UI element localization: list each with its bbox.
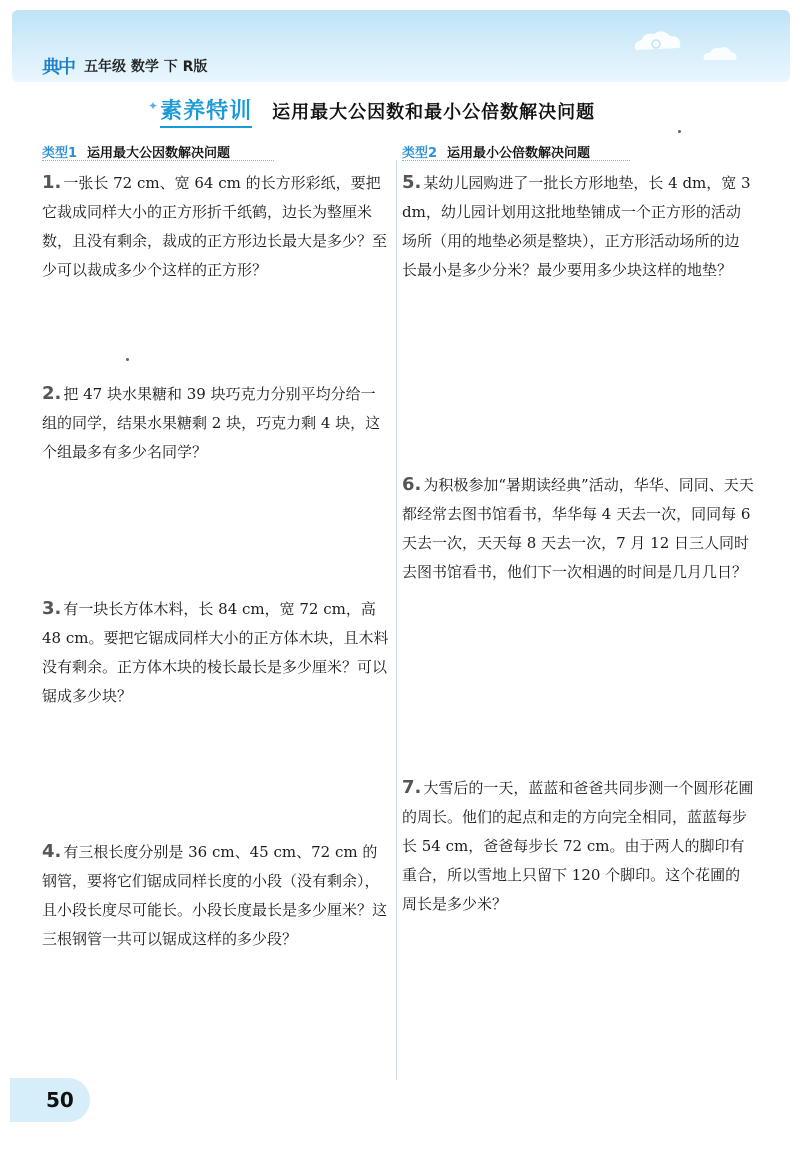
section-label-type2: [402, 142, 590, 161]
question-number: 1.: [42, 172, 62, 193]
title-main: 素养特训: [160, 94, 252, 128]
question-5: [402, 168, 754, 285]
sparkle-icon: ✦: [148, 99, 159, 113]
brand-logo: 典中: [42, 57, 74, 78]
question-number: 5.: [402, 172, 422, 193]
page-title: [148, 94, 595, 128]
question-text: 为积极参加“暑期读经典”活动，华华、同同、天天都经常去图书馆看书，华华每 4 天去一次，同同每 6 天去一次，天天每 8 天去一次，7 月 12 日三人同时去图书馆看书，他们下一次相遇的时间是几月几日？: [402, 476, 754, 581]
brand: [42, 56, 207, 76]
page-number: 50: [46, 1088, 74, 1112]
section-tag: 类型2: [402, 146, 438, 161]
question-1: [42, 168, 390, 285]
question-number: 6.: [402, 474, 422, 495]
column-divider: [396, 160, 397, 1080]
section-underline: [402, 160, 630, 162]
question-4: [42, 837, 390, 954]
question-text: 有一块长方体木料，长 84 cm，宽 72 cm，高 48 cm。要把它锯成同样大小的正方体木块，且木料没有剩余。正方体木块的棱长最长是多少厘米？可以锯成多少块？: [42, 600, 389, 705]
question-text: 有三根长度分别是 36 cm、45 cm、72 cm 的钢管，要将它们锯成同样长度的小段（没有剩余），且小段长度尽可能长。小段长度最长是多少厘米？这三根钢管一共可以锯成这样的多少段？: [42, 843, 388, 948]
stray-mark: [678, 130, 681, 133]
question-6: [402, 470, 754, 587]
cloud-icon: [700, 44, 740, 64]
question-number: 4.: [42, 841, 62, 862]
cloud-icon: [630, 28, 686, 56]
stray-mark: [126, 358, 129, 361]
question-number: 2.: [42, 383, 62, 404]
question-3: [42, 594, 390, 711]
question-text: 把 47 块水果糖和 39 块巧克力分别平均分给一组的同学，结果水果糖剩 2 块，巧克力剩 4 块，这个组最多有多少名同学？: [42, 385, 381, 461]
title-sub: 运用最大公因数和最小公倍数解决问题: [272, 102, 596, 123]
question-text: 某幼儿园购进了一批长方形地垫，长 4 dm，宽 3 dm，幼儿园计划用这批地垫铺成一个正方形的活动场所（用的地垫必须是整块），正方形活动场所的边长最小是多少分米？最少要用多少块这样的地垫？: [402, 174, 751, 279]
section-label-type1: [42, 142, 230, 161]
grade-subject: 五年级 数学 下 R版: [84, 59, 208, 75]
question-number: 7.: [402, 777, 422, 798]
question-text: 一张长 72 cm、宽 64 cm 的长方形彩纸，要把它裁成同样大小的正方形折千纸鹤，边长为整厘米数，且没有剩余，裁成的正方形边长最大是多少？至少可以裁成多少个这样的正方形？: [42, 174, 388, 279]
section-underline: [42, 160, 274, 162]
question-number: 3.: [42, 598, 62, 619]
section-title: 运用最小公倍数解决问题: [447, 146, 591, 161]
question-2: [42, 379, 390, 467]
question-text: 大雪后的一天，蓝蓝和爸爸共同步测一个圆形花圃的周长。他们的起点和走的方向完全相同，蓝蓝每步长 54 cm，爸爸每步长 72 cm。由于两人的脚印有重合，所以雪地上只留下 120 个脚印。这个花圃的周长是多少米？: [402, 779, 754, 913]
section-title: 运用最大公因数解决问题: [87, 146, 231, 161]
question-7: [402, 773, 754, 919]
section-tag: 类型1: [42, 146, 78, 161]
